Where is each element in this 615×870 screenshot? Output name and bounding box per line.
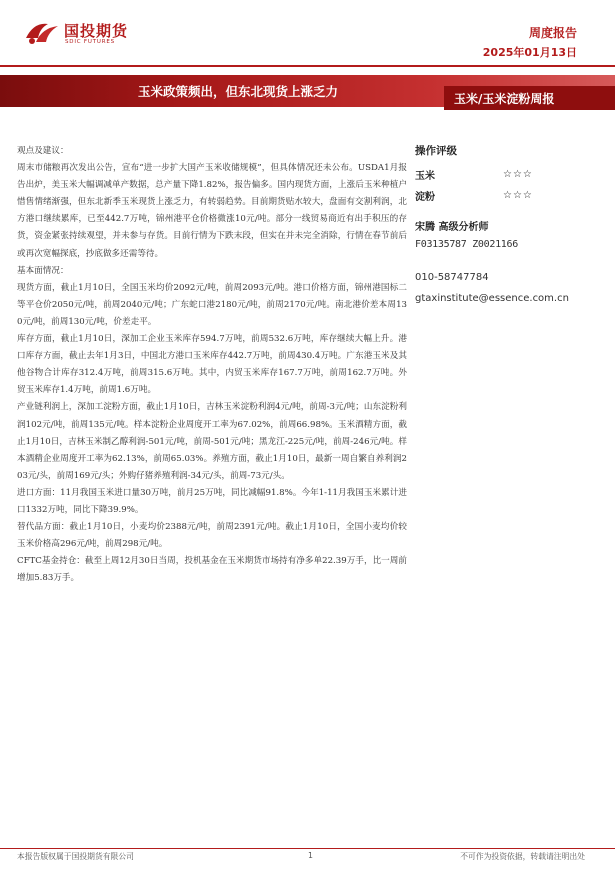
footer-copyright: 本报告版权属于国投期货有限公司 <box>17 852 134 861</box>
analyst-phone: 010-58747784 <box>415 272 489 283</box>
main-content <box>17 143 407 587</box>
footer-divider <box>0 848 615 849</box>
outlook-paragraph: 周末市储粮再次发出公告，宣布“进一步扩大国产玉米收储规模”，但具体情况还未公布。USDA1月报告出炉，美玉米大幅调减单产数据，总产量下降1.82%，报告偏多。国内现货方面，上涨后玉米种植户惜售情绪渐强，但东北新季玉米现货上涨乏力，有转弱趋势。目前期货贴水较大，盘面有交割利润，北方港口继续累库，已至442.7万吨，锦州港平仓价格微涨10元/吨。部分一线贸易商近有出手积压的存货，资金紧张持续观望，并未参与存货。目前行情为下跌末段，但实在并未完全消除，行情在春节前后或再次宽幅探底，抄底做多还需等待。 <box>17 163 407 259</box>
cftc-paragraph: CFTC基金持仓：截至上周12月30日当周，投机基金在玉米期货市场持有净多单22.39万手，比一周前增加5.83万手。 <box>17 556 407 584</box>
footer-disclaimer: 不可作为投资依据，转载请注明出处 <box>460 852 585 861</box>
company-logo <box>24 18 154 48</box>
brand-name: 国投期货 <box>64 22 129 40</box>
rating-name: 玉米 <box>415 171 435 182</box>
star-rating-icon: ☆☆☆ <box>503 169 533 180</box>
logo-icon <box>24 18 60 46</box>
analyst-name: 宋腾 高级分析师 <box>415 222 489 233</box>
analyst-license-ids: F03135787 Z0021166 <box>415 239 518 250</box>
spot-paragraph: 现货方面，截止1月10日，全国玉米均价2092元/吨，前周2093元/吨。港口价格方面，锦州港国标二等平仓价2050元/吨，前周2040元/吨；广东蛇口港2180元/吨，前周2170元/吨。南北港价差本周130元/吨，前周130元/吨，价差走平。 <box>17 282 407 327</box>
header-divider <box>0 65 615 67</box>
rating-heading: 操作评级 <box>415 145 457 157</box>
brand-name-en: SDIC FUTURES <box>65 39 115 45</box>
page-number: 1 <box>308 851 313 860</box>
sidebar <box>415 143 610 314</box>
report-category-tab <box>444 86 615 110</box>
analyst-email[interactable]: gtaxinstitute@essence.com.cn <box>415 293 569 304</box>
star-rating-icon: ☆☆☆ <box>503 190 533 201</box>
rating-name: 淀粉 <box>415 192 435 203</box>
report-date: 2025年01月13日 <box>482 46 577 59</box>
report-title: 玉米政策频出，但东北现货上涨乏力 <box>138 84 339 99</box>
fundamentals-label: 基本面情况： <box>17 265 69 276</box>
industry-chain-paragraph: 产业链利润上，深加工淀粉方面，截止1月10日，吉林玉米淀粉利润4元/吨，前周-3元/吨；山东淀粉利润102元/吨，前周135元/吨。样本淀粉企业周度开工率为67.02%，前周66.98%。玉米酒精方面，截止1月10日，吉林玉米制乙醇利润-501元/吨，前周-501元/吨；黑龙江-225元/吨，前周-246元/吨。样本酒精企业周度开工率为62.13%，前周65.03%。养殖方面，截止1月10日，最新一周自繁自养利润203元/头，前周169元/头；外购仔猪养殖利润-34元/头，前周-73元/头。 <box>17 402 407 481</box>
import-paragraph: 进口方面：11月我国玉米进口量30万吨，前月25万吨，同比减幅91.8%。今年1-11月我国玉米累计进口1332万吨，同比下降39.9%。 <box>17 487 407 515</box>
inventory-paragraph: 库存方面，截止1月10日，深加工企业玉米库存594.7万吨，前周532.6万吨，库存继续大幅上升。港口库存方面，截止去年1月3日，中国北方港口玉米库存442.7万吨，前周430.4万吨。广东港玉米及其他谷物合计库存312.4万吨，前周315.6万吨。其中，内贸玉米库存167.7万吨，前周162.7万吨。外贸玉米库存1.4万吨，前周1.6万吨。 <box>17 334 407 396</box>
report-type: 周度报告 <box>528 26 577 40</box>
outlook-label: 观点及建议： <box>17 146 69 156</box>
report-category: 玉米/玉米淀粉周报 <box>454 92 555 106</box>
rating-row-starch <box>415 185 610 206</box>
substitute-paragraph: 替代品方面：截止1月10日，小麦均价2388元/吨，前周2391元/吨。截止1月10日，全国小麦均价较玉米价格高296元/吨，前周298元/吨。 <box>17 522 407 550</box>
rating-row-corn <box>415 164 610 185</box>
